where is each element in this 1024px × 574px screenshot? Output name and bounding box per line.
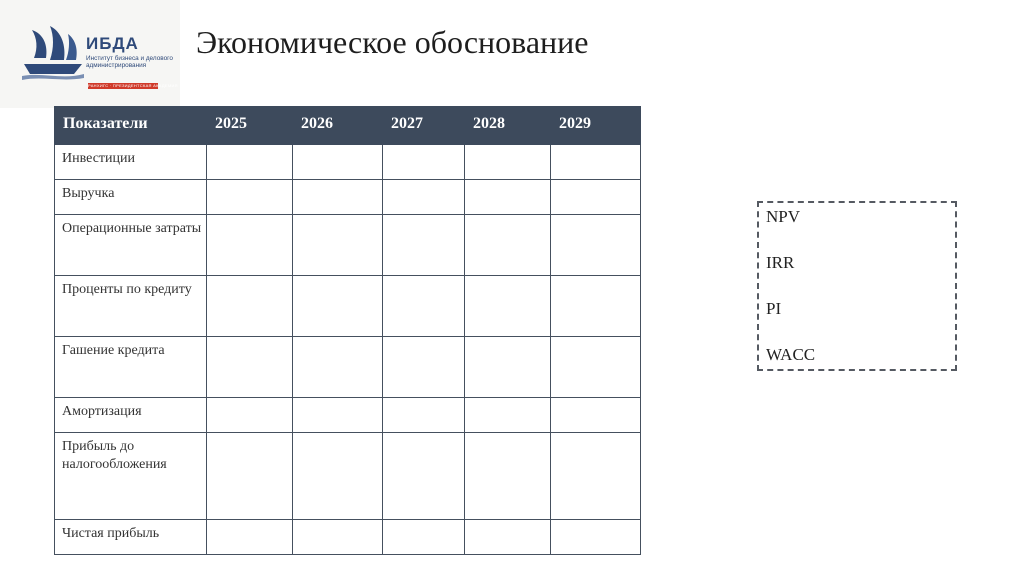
metric-npv: NPV [766, 207, 801, 226]
table-cell[interactable] [293, 520, 383, 555]
table-cell[interactable] [551, 433, 641, 520]
table-cell[interactable] [465, 337, 551, 398]
table-cell[interactable] [383, 433, 465, 520]
metric-wacc: WACC [766, 345, 816, 364]
table-row [55, 276, 641, 337]
header-year: 2029 [551, 107, 641, 145]
table-cell[interactable] [293, 145, 383, 180]
row-label: Проценты по кредиту [55, 276, 207, 337]
table-cell[interactable] [383, 276, 465, 337]
header-indicators: Показатели [55, 107, 207, 145]
header-year: 2026 [293, 107, 383, 145]
table-row [55, 337, 641, 398]
header-year: 2027 [383, 107, 465, 145]
table-cell[interactable] [383, 145, 465, 180]
table-cell[interactable] [383, 180, 465, 215]
table-cell[interactable] [383, 215, 465, 276]
table-cell[interactable] [207, 337, 293, 398]
table-cell[interactable] [551, 276, 641, 337]
table-cell[interactable] [465, 180, 551, 215]
table-cell[interactable] [293, 433, 383, 520]
header-year: 2028 [465, 107, 551, 145]
table-cell[interactable] [465, 215, 551, 276]
table-cell[interactable] [551, 337, 641, 398]
table-cell[interactable] [293, 215, 383, 276]
metric-pi: PI [766, 299, 782, 318]
table-cell[interactable] [293, 398, 383, 433]
table-cell[interactable] [383, 398, 465, 433]
row-label: Выручка [55, 180, 207, 215]
table-cell[interactable] [207, 398, 293, 433]
table-row [55, 520, 641, 555]
ship-logo-icon [22, 24, 84, 82]
table-row [55, 433, 641, 520]
table-cell[interactable] [465, 398, 551, 433]
table-cell[interactable] [383, 520, 465, 555]
row-label: Гашение кредита [55, 337, 207, 398]
table-cell[interactable] [207, 520, 293, 555]
table-cell[interactable] [293, 276, 383, 337]
table-cell[interactable] [207, 433, 293, 520]
row-label: Инвестиции [55, 145, 207, 180]
row-label: Амортизация [55, 398, 207, 433]
table-row [55, 180, 641, 215]
page-title: Экономическое обоснование [196, 24, 589, 60]
table-cell[interactable] [207, 276, 293, 337]
table-cell[interactable] [465, 520, 551, 555]
table-header-row [55, 107, 641, 145]
table-cell[interactable] [551, 520, 641, 555]
row-label: Чистая прибыль [55, 520, 207, 555]
table-cell[interactable] [207, 215, 293, 276]
table-row [55, 398, 641, 433]
table-row [55, 145, 641, 180]
table-cell[interactable] [207, 180, 293, 215]
table-cell[interactable] [383, 337, 465, 398]
logo [0, 0, 180, 108]
table-row [55, 215, 641, 276]
table-cell[interactable] [465, 433, 551, 520]
metric-irr: IRR [766, 253, 795, 272]
table-cell[interactable] [551, 398, 641, 433]
table-cell[interactable] [293, 337, 383, 398]
header-year: 2025 [207, 107, 293, 145]
table-cell[interactable] [207, 145, 293, 180]
indicators-table [54, 106, 641, 555]
table-cell[interactable] [551, 215, 641, 276]
table-cell[interactable] [551, 145, 641, 180]
table-cell[interactable] [465, 145, 551, 180]
table-cell[interactable] [465, 276, 551, 337]
row-label: Прибыль до налогообложения [55, 433, 207, 520]
logo-subtitle: Институт бизнеса и делового администрирования [86, 55, 173, 70]
metrics-box [757, 201, 957, 371]
table-cell[interactable] [293, 180, 383, 215]
logo-name: ИБДА [86, 34, 139, 53]
row-label: Операционные затраты [55, 215, 207, 276]
table-cell[interactable] [551, 180, 641, 215]
logo-tag: РАНХИГС · ПРЕЗИДЕНТСКАЯ АКАДЕМИЯ [88, 83, 178, 88]
